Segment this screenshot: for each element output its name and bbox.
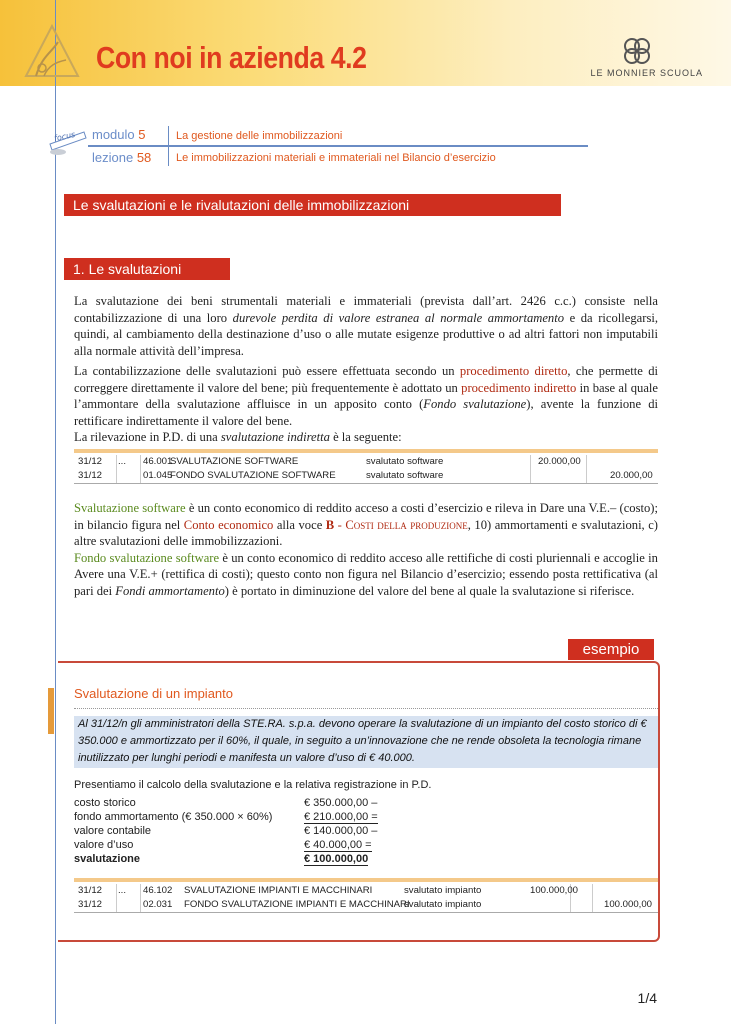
example-marker	[48, 688, 54, 734]
lezione-title[interactable]: Le immobilizzazioni materiali e immateriali nel Bilancio d’esercizio	[176, 152, 496, 164]
page-title: Le svalutazioni e le rivalutazioni delle immobilizzazioni	[64, 194, 561, 216]
lezione-crumb[interactable]	[92, 150, 151, 165]
paragraph-1: La svalutazione dei beni strumentali materiali e immateriali (prevista dall’art. 2426 c.c.) consiste nella contabilizzazione di una loro durevole perdita di valore estranea al normale ammortamento e da ricollegarsi, quindi, al cambiamento della destinazione d’uso o alle mutate esigenze produttive o ad altri fattori non imputabili alla normale attività dell’impresa.	[74, 294, 659, 358]
example-divider	[74, 708, 658, 709]
lezione-number: 58	[136, 150, 152, 165]
table-top-rule	[74, 449, 658, 453]
table-row: 31/12 02.031 FONDO SVALUTAZIONE IMPIANTI E MACCHINARI svalutato impianto 100.000,00	[78, 899, 653, 910]
publisher-name: LE MONNIER SCUOLA	[590, 68, 703, 78]
modulo-number: 5	[138, 127, 146, 142]
example-problem: Al 31/12/n gli amministratori della STE.RA. s.p.a. devono operare la svalutazione di un impianto del costo storico di € 350.000 e ammortizzato per il 60%, il quale, in seguito a un’innovazione che ne rende obsoleta la tecnologia rimane inutilizzato per lunghi periodi e manifesta un valore d’uso di € 40.000.	[74, 716, 658, 768]
emphasis: durevole perdita di valore estranea al normale ammortamento	[232, 310, 565, 325]
breadcrumb-divider	[88, 145, 588, 147]
book-title: Con noi in azienda 4.2	[96, 40, 367, 75]
publisher-logo-icon	[620, 34, 654, 68]
book-logo-icon	[22, 22, 82, 80]
lezione-label: lezione	[92, 150, 134, 165]
table-row: 31/12 ... 46.001 SVALUTAZIONE SOFTWARE svalutato software 20.000,00	[78, 456, 581, 467]
breadcrumb-vrule	[168, 126, 169, 166]
paragraph-2: La contabilizzazione delle svalutazioni può essere effettuata secondo un procedimento diretto, che permette di correggere direttamente il valore del bene; più frequentemente è adottato un procedimento indiretto in base al quale l’ammontare della svalutazione affluisce in un apposito conto (Fondo svalutazione), avente la funzione di rettificare indirettamente il valore del bene. La rilevazione in P.D. di una svalutazione indiretta è la seguente:	[74, 364, 659, 444]
modulo-label: modulo	[92, 127, 135, 142]
highlight-term: Conto economico	[183, 517, 274, 532]
account-name: Svalutazione software	[74, 501, 186, 515]
table-row: 31/12 01.045 FONDO SVALUTAZIONE SOFTWARE svalutato software 20.000,00	[78, 470, 653, 481]
page-number: 1/4	[637, 990, 657, 1006]
account-name: Fondo svalutazione software	[74, 550, 220, 565]
modulo-title[interactable]: La gestione delle immobilizzazioni	[176, 130, 343, 142]
calc-result-value: € 100.000,00	[304, 853, 369, 865]
highlight-term: procedimento diretto	[459, 364, 568, 378]
highlight-term: procedimento indiretto	[461, 380, 577, 395]
section-title: 1. Le svalutazioni	[64, 258, 230, 280]
calculation-block: costo storico € 350.000,00 – fondo ammortamento (€ 350.000 × 60%) € 210.000,00 = valore contabile € 140.000,00 – valore d’uso € 40.000,00 = svalutazione € 100.000,00	[74, 797, 378, 865]
focus-label: focus	[53, 129, 77, 144]
emphasis: svalutazione indiretta	[220, 430, 330, 444]
table-top-rule	[74, 878, 658, 882]
paragraph-3: Svalutazione software è un conto economico di reddito acceso a costi d’esercizio e rileva in Dare una V.E.– (costo); in bilancio figura nel Conto economico alla voce B - Costi della produzione, 10) ammortamenti e svalutazioni, c) altre svalutazioni delle immobilizzazioni. Fondo svalutazione software è un conto economico di reddito acceso alle rettifiche di costi pluriennali e accoglie in Avere una V.E.+ (rettifica di costi); questo conto non figura nel Bilancio d’esercizio; essendo posta rettificativa (al pari dei Fondi ammortamento) è portato in diminuzione del valore del bene al quale la svalutazione si riferisce.	[74, 501, 658, 598]
modulo-crumb[interactable]	[92, 127, 146, 142]
example-title: Svalutazione di un impianto	[74, 686, 233, 701]
calc-result-label: svalutazione	[74, 853, 141, 865]
example-intro: Presentiamo il calcolo della svalutazione e la relativa registrazione in P.D.	[74, 779, 432, 791]
table-row: 31/12 ... 46.102 SVALUTAZIONE IMPIANTI E MACCHINARI svalutato impianto 100.000,00	[78, 885, 579, 896]
example-tab: esempio	[568, 639, 654, 660]
